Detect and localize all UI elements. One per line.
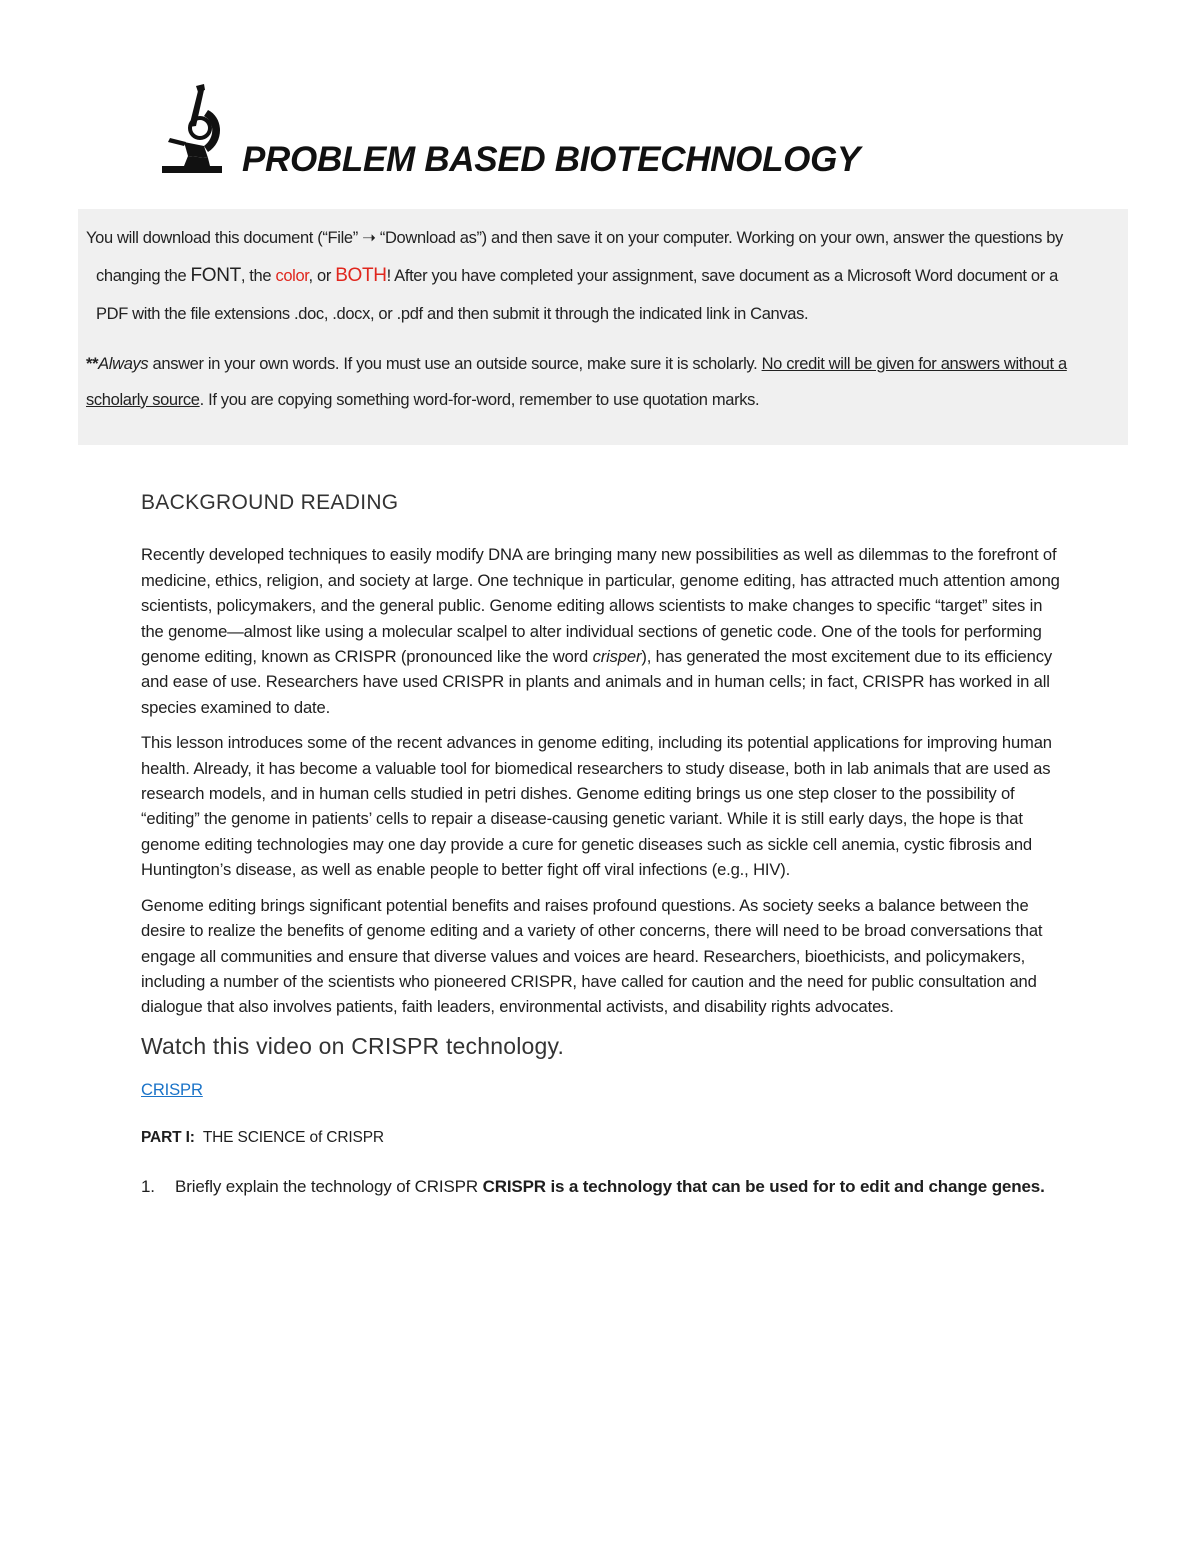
microscope-icon: [158, 80, 228, 180]
background-paragraph-3: Genome editing brings significant potential benefits and raises profound questions. As society seeks a balance between the desire to realize the benefits of genome editing and a variety of other concerns, there will need to be broad conversations that engage all communities and ensure that diverse values and voices are heard. Researchers, bioethicists, and policymakers, including a number of the scientists who pioneered CRISPR, have called for caution and the need for public consultation and dialogue that also involves patients, faith leaders, environmental activists, and disability rights advocates.: [141, 895, 1043, 1017]
instructions-box: [78, 209, 1128, 445]
both-word: BOTH: [335, 265, 387, 286]
question-number: 1.: [141, 1176, 155, 1196]
background-paragraph-2: This lesson introduces some of the recent advances in genome editing, including its potential applications for improving human health. Already, it has become a valuable tool for biomedical researchers to study disease, both in lab animals that are used as research models, and in human cells studied in petri dishes. Genome editing brings us one step closer to the possibility of “editing” the genome in patients’ cells to repair a disease-causing genetic variant. While it is still early days, the hope is that genome editing technologies may one day provide a cure for genetic diseases such as sickle cell anemia, cystic fibrosis and Huntington’s disease, as well as enable people to better fight off viral infections (e.g., HIV).: [141, 733, 1052, 880]
arrow-icon: ➝: [362, 229, 376, 247]
font-word: FONT: [190, 265, 241, 286]
background-paragraph-1: Recently developed techniques to easily modify DNA are bringing many new possibilities as well as dilemmas to the forefront of medicine, ethics, religion, and society at large. One technique in particular, genome editing, has attracted much attention among scientists, policymakers, and the general public. Genome editing allows scientists to make changes to specific “target” sites in the genome—almost like using a molecular scalpel to alter individual sections of genetic code. One of the tools for performing genome editing, known as CRISPR (pronounced like the word crisper), has generated the most excitement due to its efficiency and ease of use. Researchers have used CRISPR in plants and animals and in human cells; in fact, CRISPR has worked in all species examined to date.: [141, 545, 1060, 717]
instructions-paragraph-2: **Always answer in your own words. If you must use an outside source, make sure it is scholarly. No credit will be given for answers without a scholarly source. If you are copying something word-for-word, remember to use quotation marks.: [86, 355, 1067, 409]
no-credit-notice: No credit will be given for answers without a scholarly source: [86, 355, 1067, 409]
page-title: PROBLEM BASED BIOTECHNOLOGY: [242, 140, 861, 179]
instructions-paragraph-1: You will download this document (“File” ➝ “Download as”) and then save it on your computer. Working on your own, answer the questions by changing the FONT, the color, or BOTH! After you have completed your assignment, save document as a Microsoft Word document or a PDF with the file extensions .doc, .docx, or .pdf and then submit it through the indicated link in Canvas.: [86, 229, 1063, 323]
question-1: [141, 1172, 1066, 1201]
question-prompt: Briefly explain the technology of CRISPR: [175, 1176, 483, 1196]
part-1-heading: PART I: THE SCIENCE of CRISPR: [141, 1128, 384, 1146]
question-answer[interactable]: CRISPR is a technology that can be used for to edit and change genes.: [482, 1176, 1045, 1196]
background-heading: BACKGROUND READING: [141, 491, 399, 514]
crispr-video-link[interactable]: CRISPR: [141, 1080, 203, 1100]
main-content: [141, 490, 1066, 1201]
video-heading: Watch this video on CRISPR technology.: [141, 1032, 565, 1059]
document-header: [158, 80, 1058, 180]
always-word: Always: [98, 355, 149, 373]
color-word: color: [275, 267, 309, 285]
